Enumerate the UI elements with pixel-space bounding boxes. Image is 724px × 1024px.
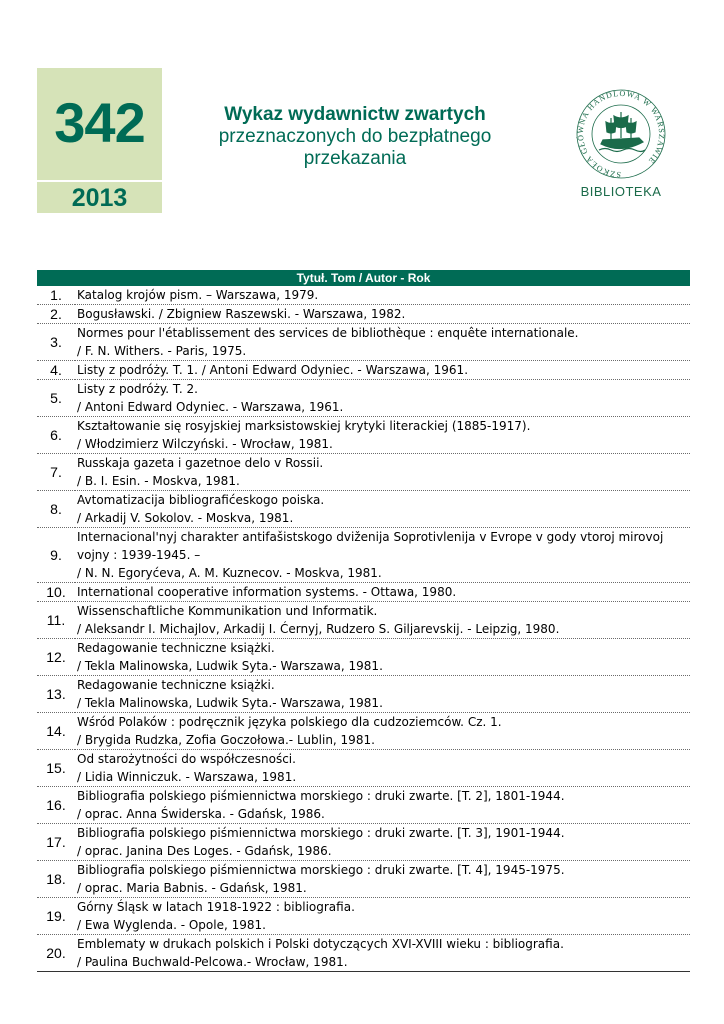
- entry-line: Wissenschaftliche Kommunikation und Informatik.: [77, 604, 378, 618]
- row-entry: [75, 861, 690, 898]
- table-row: [37, 861, 690, 898]
- row-number: 10.: [37, 583, 75, 602]
- entry-line: / F. N. Withers. - Paris, 1975.: [77, 344, 247, 358]
- row-entry: [75, 935, 690, 972]
- table-row: [37, 602, 690, 639]
- entry-line: / Brygida Rudzka, Zofia Goczołowa.- Lublin, 1981.: [77, 733, 375, 747]
- table-header: Tytuł. Tom / Autor - Rok: [37, 270, 690, 286]
- row-number: 16.: [37, 787, 75, 824]
- entry-line: / oprac. Maria Babnis. - Gdańsk, 1981.: [77, 881, 307, 895]
- entry-line: vojny : 1939-1945. –: [77, 548, 201, 562]
- row-entry: [75, 602, 690, 639]
- table-row: [37, 676, 690, 713]
- row-entry: [75, 787, 690, 824]
- entry-line: / Ewa Wyglenda. - Opole, 1981.: [77, 918, 266, 932]
- row-number: 17.: [37, 824, 75, 861]
- entry-line: / N. N. Egoryćeva, A. M. Kuznecov. - Moskva, 1981.: [77, 566, 382, 580]
- row-number: 14.: [37, 713, 75, 750]
- entry-line: Listy z podróży. T. 1. / Antoni Edward Odyniec. - Warszawa, 1961.: [77, 363, 469, 377]
- table-row: [37, 417, 690, 454]
- entry-line: Emblematy w drukach polskich i Polski dotyczących XVI-XVIII wieku : bibliografia.: [77, 937, 564, 951]
- ship-icon: [599, 112, 645, 152]
- table-row: [37, 491, 690, 528]
- entry-line: Bibliografia polskiego piśmiennictwa morskiego : druki zwarte. [T. 3], 1901-1944.: [77, 826, 565, 840]
- row-number: 18.: [37, 861, 75, 898]
- row-entry: [75, 361, 690, 380]
- row-number: 20.: [37, 935, 75, 972]
- issue-year: 2013: [71, 184, 128, 212]
- entry-line: / Włodzimierz Wilczyński. - Wrocław, 1981.: [77, 437, 333, 451]
- title-line-3: przekazania: [303, 148, 407, 169]
- entry-line: Od starożytności do współczesności.: [77, 752, 296, 766]
- row-entry: [75, 824, 690, 861]
- entry-line: International cooperative information systems. - Ottawa, 1980.: [77, 585, 457, 599]
- table-row: [37, 361, 690, 380]
- entry-line: / Antoni Edward Odyniec. - Warszawa, 1961.: [77, 400, 344, 414]
- row-entry: [75, 750, 690, 787]
- entry-line: Bogusławski. / Zbigniew Raszewski. - Warszawa, 1982.: [77, 307, 406, 321]
- table-row: [37, 787, 690, 824]
- entry-line: Wśród Polaków : podręcznik języka polskiego dla cudzoziemców. Cz. 1.: [77, 715, 502, 729]
- row-number: 4.: [37, 361, 75, 380]
- row-entry: [75, 583, 690, 602]
- entry-line: Redagowanie techniczne książki.: [77, 641, 275, 655]
- row-entry: [75, 713, 690, 750]
- publications-table: [37, 270, 690, 972]
- row-entry: [75, 286, 690, 305]
- entry-line: / Aleksandr I. Michajlov, Arkadij I. Ćernyj, Rudzero S. Giljarevskij. - Leipzig, 1980.: [77, 622, 560, 636]
- entry-line: Kształtowanie się rosyjskiej marksistowskiej krytyki literackiej (1885-1917).: [77, 419, 531, 433]
- table-row: [37, 528, 690, 583]
- row-number: 7.: [37, 454, 75, 491]
- entry-line: Avtomatizacija bibliografićeskogo poiska.: [77, 493, 325, 507]
- logo-ring-text: SZKOŁA GŁÓWNA HANDLOWA W WARSZAWIE: [575, 88, 667, 180]
- row-number: 8.: [37, 491, 75, 528]
- row-number: 6.: [37, 417, 75, 454]
- row-number: 12.: [37, 639, 75, 676]
- title-line-1: Wykaz wydawnictw zwartych: [224, 104, 486, 125]
- entry-line: Internacional'nyj charakter antifašistskogo dviženija Soprotivlenija v Evrope v gody vtoroj mirovoj: [77, 530, 664, 544]
- logo-label: BIBLIOTEKA: [580, 184, 662, 199]
- entry-line: Katalog krojów pism. – Warszawa, 1979.: [77, 288, 319, 302]
- table-row: [37, 324, 690, 361]
- entry-line: Normes pour l'établissement des services de bibliothèque : enquête internationale.: [77, 326, 579, 340]
- table-row: [37, 713, 690, 750]
- entry-line: Redagowanie techniczne książki.: [77, 678, 275, 692]
- row-number: 2.: [37, 305, 75, 324]
- table-row: [37, 639, 690, 676]
- entry-line: / Tekla Malinowska, Ludwik Syta.- Warszawa, 1981.: [77, 696, 383, 710]
- entry-line: Listy z podróży. T. 2.: [77, 382, 198, 396]
- row-entry: [75, 491, 690, 528]
- table-row: [37, 935, 690, 972]
- row-number: 3.: [37, 324, 75, 361]
- row-entry: [75, 898, 690, 935]
- entry-line: / B. I. Esin. - Moskva, 1981.: [77, 474, 240, 488]
- entry-line: Górny Śląsk w latach 1918-1922 : bibliografia.: [77, 900, 355, 914]
- row-number: 13.: [37, 676, 75, 713]
- entry-line: Russkaja gazeta i gazetnoe delo v Rossii.: [77, 456, 324, 470]
- table-row: [37, 380, 690, 417]
- row-entry: [75, 417, 690, 454]
- sgh-emblem: [565, 80, 677, 184]
- row-number: 5.: [37, 380, 75, 417]
- entry-line: / Tekla Malinowska, Ludwik Syta.- Warszawa, 1981.: [77, 659, 383, 673]
- table-row: [37, 305, 690, 324]
- row-number: 11.: [37, 602, 75, 639]
- table-row: [37, 454, 690, 491]
- row-entry: [75, 639, 690, 676]
- table-body: [37, 286, 690, 972]
- document-title: [190, 104, 520, 170]
- row-entry: [75, 380, 690, 417]
- row-number: 15.: [37, 750, 75, 787]
- entry-line: / Paulina Buchwald-Pelcowa.- Wrocław, 1981.: [77, 955, 348, 969]
- entry-line: / oprac. Janina Des Loges. - Gdańsk, 1986.: [77, 844, 332, 858]
- entry-line: / Arkadij V. Sokolov. - Moskva, 1981.: [77, 511, 294, 525]
- row-number: 1.: [37, 286, 75, 305]
- table-row: [37, 824, 690, 861]
- entry-line: Bibliografia polskiego piśmiennictwa morskiego : druki zwarte. [T. 2], 1801-1944.: [77, 789, 565, 803]
- row-entry: [75, 305, 690, 324]
- row-number: 9.: [37, 528, 75, 583]
- table-row: [37, 286, 690, 305]
- title-line-2: przeznaczonych do bezpłatnego: [218, 126, 492, 147]
- entry-line: / oprac. Anna Świderska. - Gdańsk, 1986.: [77, 807, 325, 821]
- entry-line: / Lidia Winniczuk. - Warszawa, 1981.: [77, 770, 297, 784]
- table-row: [37, 583, 690, 602]
- year-box: [37, 181, 162, 213]
- entry-line: Bibliografia polskiego piśmiennictwa morskiego : druki zwarte. [T. 4], 1945-1975.: [77, 863, 565, 877]
- row-entry: [75, 324, 690, 361]
- table-row: [37, 898, 690, 935]
- row-entry: [75, 454, 690, 491]
- row-entry: [75, 528, 690, 583]
- table-row: [37, 750, 690, 787]
- library-logo: [565, 80, 685, 210]
- issue-number: 342: [54, 91, 145, 154]
- row-number: 19.: [37, 898, 75, 935]
- row-entry: [75, 676, 690, 713]
